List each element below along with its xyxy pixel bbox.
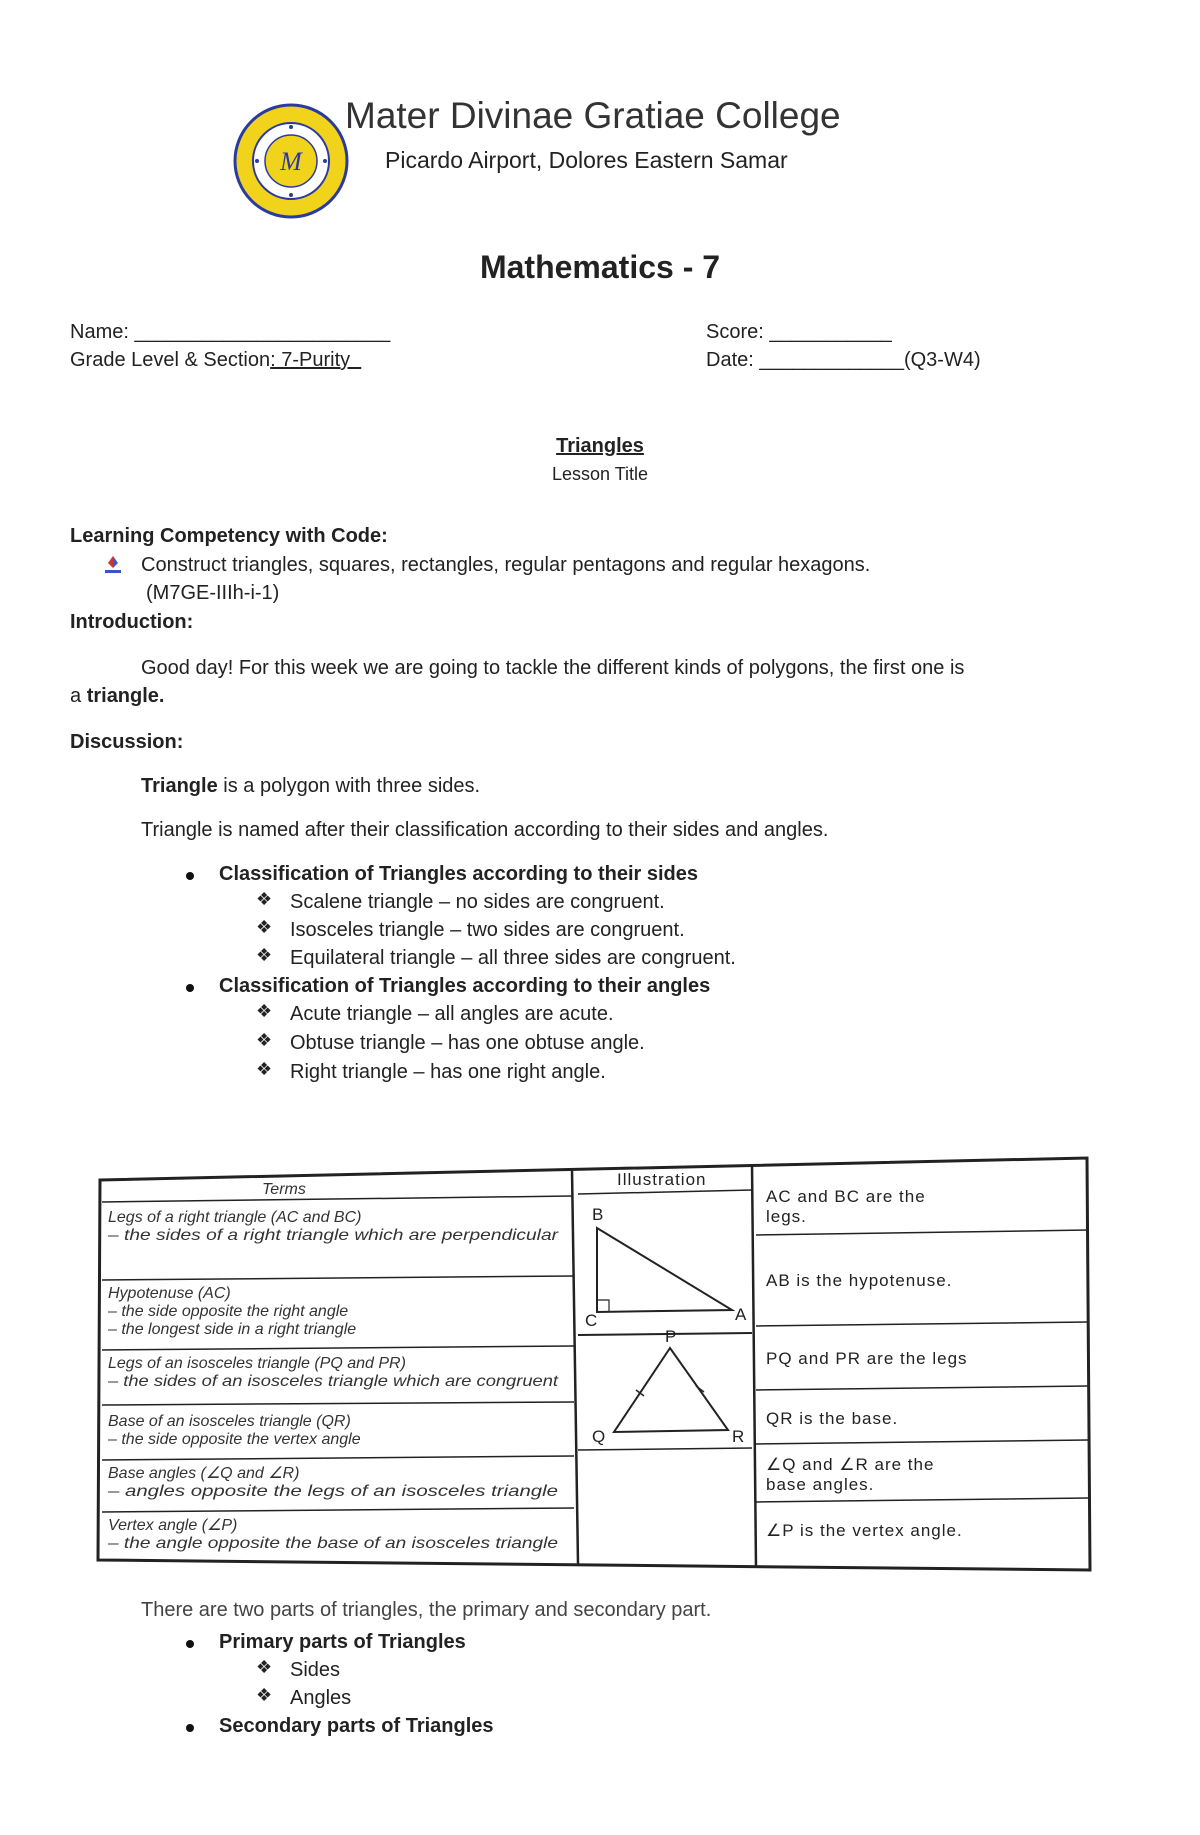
scan-right-row: ∠P is the vertex angle. (766, 1521, 963, 1540)
scan-left-row: – the longest side in a right triangle (108, 1321, 357, 1338)
sides-item-equilateral: Equilateral triangle – all three sides are congruent. (290, 947, 736, 969)
scan-left-row: – the sides of a right triangle which are perpendicular (106, 1227, 559, 1244)
scan-left-row: Vertex angle (∠P) (108, 1517, 238, 1534)
vertex-label-p: P (665, 1327, 678, 1346)
vertex-label-b: B (592, 1205, 605, 1224)
bullet-icon (186, 1724, 194, 1732)
primary-part-sides: Sides (290, 1659, 341, 1681)
scanned-triangle-parts-table (92, 1150, 1098, 1590)
lesson-subtitle: Lesson Title (551, 464, 649, 484)
diamond-bullet-icon: ❖ (256, 889, 273, 909)
college-address: Picardo Airport, Dolores Eastern Samar (385, 147, 788, 173)
sides-classification-heading: Classification of Triangles according to their sides (219, 863, 699, 885)
triangle-term: Triangle (141, 775, 218, 797)
primary-part-angles: Angles (290, 1687, 352, 1709)
discussion-heading: Discussion: (70, 731, 184, 753)
svg-text:M: M (280, 147, 302, 176)
angles-item-obtuse: Obtuse triangle – has one obtuse angle. (290, 1032, 645, 1054)
diamond-bullet-icon: ❖ (256, 945, 273, 965)
scan-left-row: – the side opposite the right angle (108, 1303, 349, 1320)
diamond-bullet-icon: ❖ (256, 1001, 273, 1021)
primary-parts-heading: Primary parts of Triangles (219, 1631, 466, 1653)
sides-item-scalene: Scalene triangle – no sides are congruent. (290, 891, 665, 913)
scan-left-row: Base angles (∠Q and ∠R) (108, 1465, 300, 1482)
competency-heading: Learning Competency with Code: (70, 525, 388, 547)
vertex-label-c: C (585, 1311, 599, 1330)
triangle-definition (141, 772, 480, 800)
triangle-naming: Triangle is named after their classification according to their sides and angles. (141, 819, 829, 841)
grade-section-field (70, 346, 361, 374)
lesson-title: Triangles (556, 435, 644, 457)
scan-left-row: Legs of an isosceles triangle (PQ and PR) (108, 1355, 406, 1372)
parts-intro: There are two parts of triangles, the primary and secondary part. (141, 1599, 712, 1621)
sides-item-isosceles: Isosceles triangle – two sides are congruent. (290, 919, 685, 941)
scan-right-row: AC and BC are the (766, 1187, 926, 1206)
scan-left-row: Legs of a right triangle (AC and BC) (108, 1209, 362, 1226)
score-field: Score: ___________ (706, 321, 892, 343)
angles-item-right: Right triangle – has one right angle. (290, 1061, 606, 1083)
vertex-label-q: Q (592, 1427, 607, 1446)
bullet-icon (186, 1640, 194, 1648)
scan-left-row: – angles opposite the legs of an isosceles triangle (106, 1483, 559, 1500)
scan-left-row: Hypotenuse (AC) (108, 1285, 231, 1302)
scan-right-row: PQ and PR are the legs (766, 1349, 968, 1368)
introduction-keyword: triangle. (86, 685, 165, 707)
scan-right-row: legs. (766, 1207, 807, 1226)
college-name: Mater Divinae Gratiae College (345, 95, 841, 136)
scan-left-row: – the angle opposite the base of an isosceles triangle (106, 1535, 559, 1552)
angles-classification-heading: Classification of Triangles according to their angles (219, 975, 711, 997)
terms-header: Terms (262, 1181, 306, 1198)
bullet-icon (186, 984, 194, 992)
introduction-line-2 (70, 682, 164, 710)
diamond-bullet-icon: ❖ (256, 1059, 273, 1079)
scan-left-row: Base of an isosceles triangle (QR) (108, 1413, 351, 1430)
triangle-definition-rest: is a polygon with three sides. (217, 775, 481, 797)
competency-text: Construct triangles, squares, rectangles, regular pentagons and regular hexagons. (141, 554, 871, 576)
vertex-label-a: A (735, 1305, 748, 1324)
scan-left-row: – the side opposite the vertex angle (108, 1431, 361, 1448)
scan-right-row: ∠Q and ∠R are the (766, 1455, 935, 1474)
introduction-line-1: Good day! For this week we are going to tackle the different kinds of polygons, the first one is (141, 657, 965, 679)
angles-item-acute: Acute triangle – all angles are acute. (290, 1003, 614, 1025)
secondary-parts-heading: Secondary parts of Triangles (219, 1715, 494, 1737)
scan-right-row: base angles. (766, 1475, 875, 1494)
diamond-bullet-icon: ❖ (256, 1685, 273, 1705)
illustration-header: Illustration (617, 1170, 707, 1189)
grade-label: Grade Level & Section (70, 349, 271, 371)
vertex-label-r: R (732, 1427, 746, 1446)
diamond-bullet-icon: ❖ (256, 1030, 273, 1050)
diamond-bullet-icon: ❖ (256, 917, 273, 937)
arrow-bullet-icon (104, 555, 122, 577)
introduction-heading: Introduction: (70, 611, 194, 633)
grade-value: : 7-Purity (270, 349, 362, 371)
document-title: Mathematics - 7 (479, 249, 721, 285)
competency-code: (M7GE-IIIh-i-1) (146, 582, 280, 604)
scan-right-row: QR is the base. (766, 1409, 899, 1428)
college-seal (232, 102, 350, 220)
scan-right-row: AB is the hypotenuse. (766, 1271, 953, 1290)
name-field: Name: _______________________ (70, 321, 391, 343)
diamond-bullet-icon: ❖ (256, 1657, 273, 1677)
bullet-icon (186, 872, 194, 880)
date-field: Date: _____________(Q3-W4) (706, 349, 981, 371)
scan-left-row: – the sides of an isosceles triangle which are congruent (106, 1373, 559, 1390)
introduction-prefix: a (70, 685, 87, 707)
